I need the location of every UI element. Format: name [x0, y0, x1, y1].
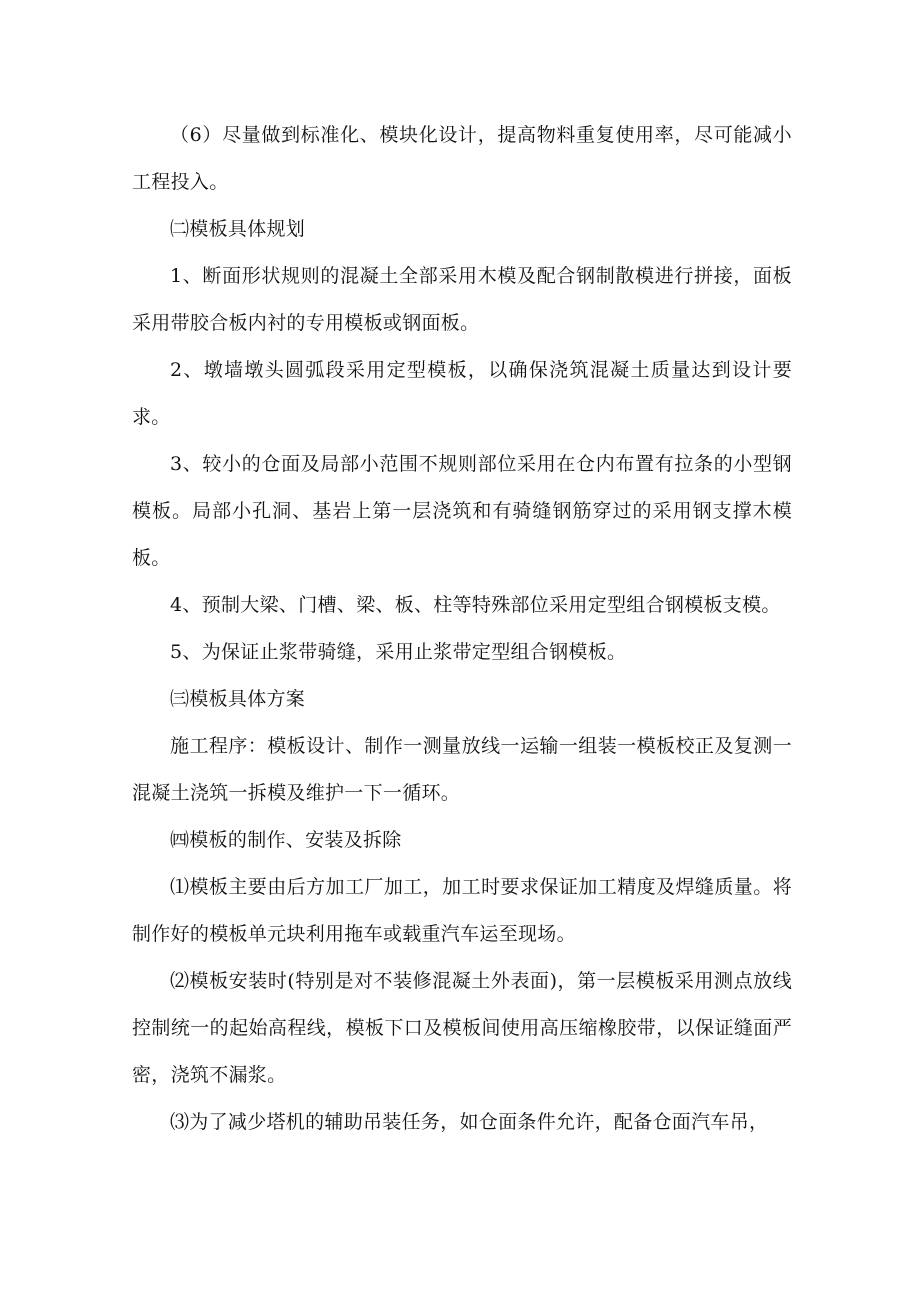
paragraph-rule-2: 2、墩墙墩头圆弧段采用定型模板，以确保浇筑混凝土质量达到设计要求。	[132, 359, 792, 428]
paragraph-rule-4: 4、预制大梁、门槽、梁、板、柱等特殊部位采用定型组合钢模板支模。	[170, 594, 781, 616]
heading-template-plan: ㈢模板具体方案	[170, 688, 306, 710]
heading-template-fabrication: ㈣模板的制作、安装及拆除	[170, 829, 402, 851]
paragraph-rule-5: 5、为保证止浆带骑缝，采用止浆带定型组合钢模板。	[170, 641, 627, 663]
paragraph-item-6-intro: （6）尽量做到标准化、模块化设计，提高物料重复使用率，尽可能减小工程投入。	[132, 124, 792, 193]
paragraph-construction-procedure: 施工程序：模板设计、制作一测量放线一运输一组装一模板校正及复测一混凝土浇筑一拆模及维护一下一循环。	[132, 735, 792, 804]
paragraph-fabrication-1: ⑴模板主要由后方加工厂加工，加工时要求保证加工精度及焊缝质量。将制作好的模板单元块利用拖车或载重汽车运至现场。	[132, 876, 792, 945]
heading-template-planning: ㈡模板具体规划	[170, 218, 306, 240]
document-body	[132, 112, 792, 1146]
paragraph-installation-2: ⑵模板安装时(特别是对不装修混凝土外表面)，第一层模板采用测点放线控制统一的起始高程线，模板下口及模板间使用高压缩橡胶带，以保证缝面严密，浇筑不漏浆。	[132, 970, 792, 1086]
paragraph-rule-1: 1、断面形状规则的混凝土全部采用木模及配合钢制散模进行拼接，面板采用带胶合板内衬的专用模板或钢面板。	[132, 265, 792, 334]
paragraph-lifting-3: ⑶为了减少塔机的辅助吊装任务，如仓面条件允许，配备仓面汽车吊，	[170, 1111, 769, 1133]
paragraph-rule-3: 3、较小的仓面及局部小范围不规则部位采用在仓内布置有拉条的小型钢模板。局部小孔洞、基岩上第一层浇筑和有骑缝钢筋穿过的采用钢支撑木模板。	[132, 453, 792, 569]
